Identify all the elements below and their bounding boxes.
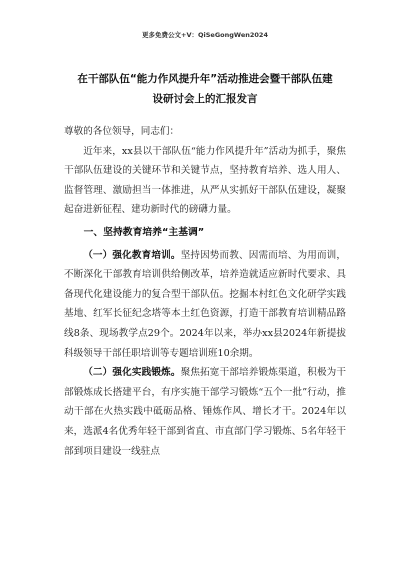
subsection-2-paragraph [64, 363, 346, 461]
section-heading-1: 一、坚持教育培养“主基调” [83, 226, 205, 238]
subsection-1-paragraph [64, 246, 346, 364]
document-body [64, 122, 346, 461]
title-line-1: 在干部队伍“能力作风提升年”活动推进会暨干部队伍建 [77, 73, 333, 85]
subsection-2-text: 聚焦拓宽干部培养锻炼渠道，积极为干部锻炼成长搭建平台，有序实施干部学习锻炼“五个一批”行动，推动干部在火热实践中砥砺品格、锤炼作风、增长才干。2024年以来，选派4名优秀年轻干部到省直、市直部门学习锻炼、5名年轻干部到项目建设一线驻点 [64, 367, 347, 457]
subsection-2-heading: （二）强化实践锻炼。 [83, 367, 181, 379]
title-line-2: 设研讨会上的汇报发言 [152, 93, 258, 105]
subsection-1-heading: （一）强化教育培训。 [83, 249, 181, 261]
subsection-1-text: 坚持因势而教、因需而培、为用而训，不断深化干部教育培训供给侧改革，培养造就适应新时代要求、具备现代化建设能力的复合型干部队伍。挖掘本村红色文化研学实践基地、红军长征纪念塔等本土红色资源，打造干部教育培训精品路线8条、现场教学点29个。2024年以来，举办xx县2024年新提拔科级领导干部任职培训等专题培训班10余期。 [64, 249, 347, 359]
document-title [50, 69, 360, 109]
intro-paragraph: 近年来，xx县以干部队伍“能力作风提升年”活动为抓手，聚焦干部队伍建设的关键环节和关键节点，坚持教育培养、选人用人、监督管理、激励担当一体推进，从严从实抓好干部队伍建设，凝聚起奋进新征程、建功新时代的磅礴力量。 [64, 145, 346, 216]
salutation: 尊敬的各位领导，同志们： [64, 126, 180, 137]
header-note: 更多免费公文+V：QiSeGongWen2024 [142, 31, 268, 39]
